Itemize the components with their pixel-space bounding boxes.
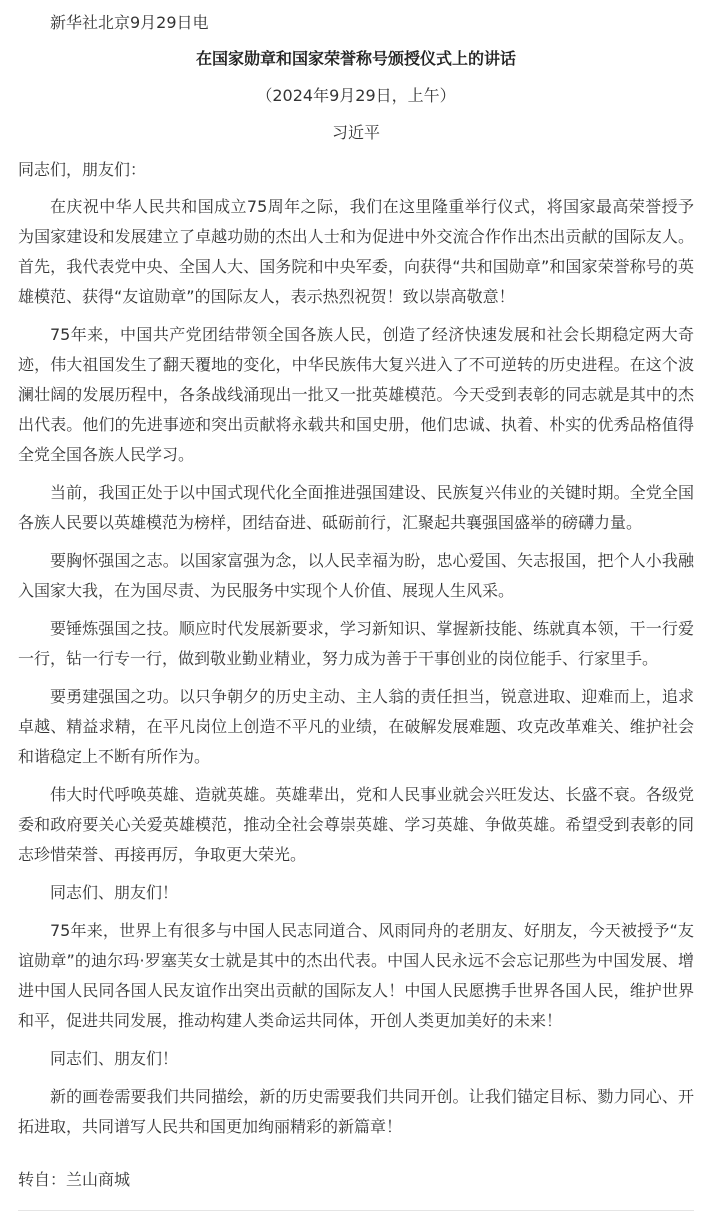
paragraph-5: 要锤炼强国之技。顺应时代发展新要求，学习新知识、掌握新技能、练就真本领，干一行爱一行，钻一行专一行，做到敬业勤业精业，努力成为善于干事创业的岗位能手、行家里手。 [18,619,694,668]
divider [18,1210,694,1211]
article-title: 在国家勋章和国家荣誉称号颁授仪式上的讲话 [195,49,516,68]
speech-date: （2024年9月29日，上午） [256,86,456,105]
source-attribution [18,1165,130,1195]
paragraph-7: 伟大时代呼唤英雄、造就英雄。英雄辈出，党和人民事业就会兴旺发达、长盛不衰。各级党委和政府要关心关爱英雄模范，推动全社会尊崇英雄、学习英雄、争做英雄。希望受到表彰的同志珍惜荣誉、再接再厉，争取更大荣光。 [18,785,694,864]
source-label: 转自： [18,1170,67,1189]
source-name[interactable]: 兰山商城 [66,1170,131,1189]
paragraph-2: 75年来，中国共产党团结带领全国各族人民，创造了经济快速发展和社会长期稳定两大奇迹，伟大祖国发生了翻天覆地的变化，中华民族伟大复兴进入了不可逆转的历史进程。在这个波澜壮阔的发展历程中，各条战线涌现出一批又一批英雄模范。今天受到表彰的同志就是其中的杰出代表。他们的先进事迹和突出贡献将永载共和国史册，他们忠诚、执着、朴实的优秀品格值得全党全国各族人民学习。 [18,325,694,464]
paragraph-3: 当前，我国正处于以中国式现代化全面推进强国建设、民族复兴伟业的关键时期。全党全国各族人民要以英雄模范为榜样，团结奋进、砥砺前行，汇聚起共襄强国盛举的磅礴力量。 [18,483,694,532]
author: 习近平 [331,123,380,142]
paragraph-10: 同志们、朋友们！ [50,1049,179,1068]
paragraph-9: 75年来，世界上有很多与中国人民志同道合、风雨同舟的老朋友、好朋友，今天被授予“友谊勋章”的迪尔玛·罗塞芙女士就是其中的杰出代表。中国人民永远不会忘记那些为中国发展、增进中国人民同各国人民友谊作出突出贡献的国际友人！中国人民愿携手世界各国人民，维护世界和平，促进共同发展，推动构建人类命运共同体，开创人类更加美好的未来！ [18,921,694,1030]
salutation: 同志们，朋友们： [18,160,147,179]
paragraph-1: 在庆祝中华人民共和国成立75周年之际，我们在这里隆重举行仪式，将国家最高荣誉授予为国家建设和发展建立了卓越功勋的杰出人士和为促进中外交流合作作出杰出贡献的国际友人。首先，我代表党中央、全国人大、国务院和中央军委，向获得“共和国勋章”和国家荣誉称号的英雄模范、获得“友谊勋章”的国际友人，表示热烈祝贺！致以崇高敬意！ [18,197,694,306]
paragraph-11: 新的画卷需要我们共同描绘，新的历史需要我们共同开创。让我们锚定目标、勠力同心、开拓进取，共同谱写人民共和国更加绚丽精彩的新篇章！ [18,1087,694,1136]
dateline: 新华社北京9月29日电 [50,13,209,32]
paragraph-8: 同志们、朋友们！ [50,883,179,902]
paragraph-6: 要勇建强国之功。以只争朝夕的历史主动、主人翁的责任担当，锐意进取、迎难而上，追求卓越、精益求精，在平凡岗位上创造不平凡的业绩，在破解发展难题、攻克改革难关、维护社会和谐稳定上不断有所作为。 [18,687,694,766]
paragraph-4: 要胸怀强国之志。以国家富强为念，以人民幸福为盼，忠心爱国、矢志报国，把个人小我融入国家大我，在为国尽责、为民服务中实现个人价值、展现人生风采。 [18,551,694,600]
article [18,8,694,1150]
